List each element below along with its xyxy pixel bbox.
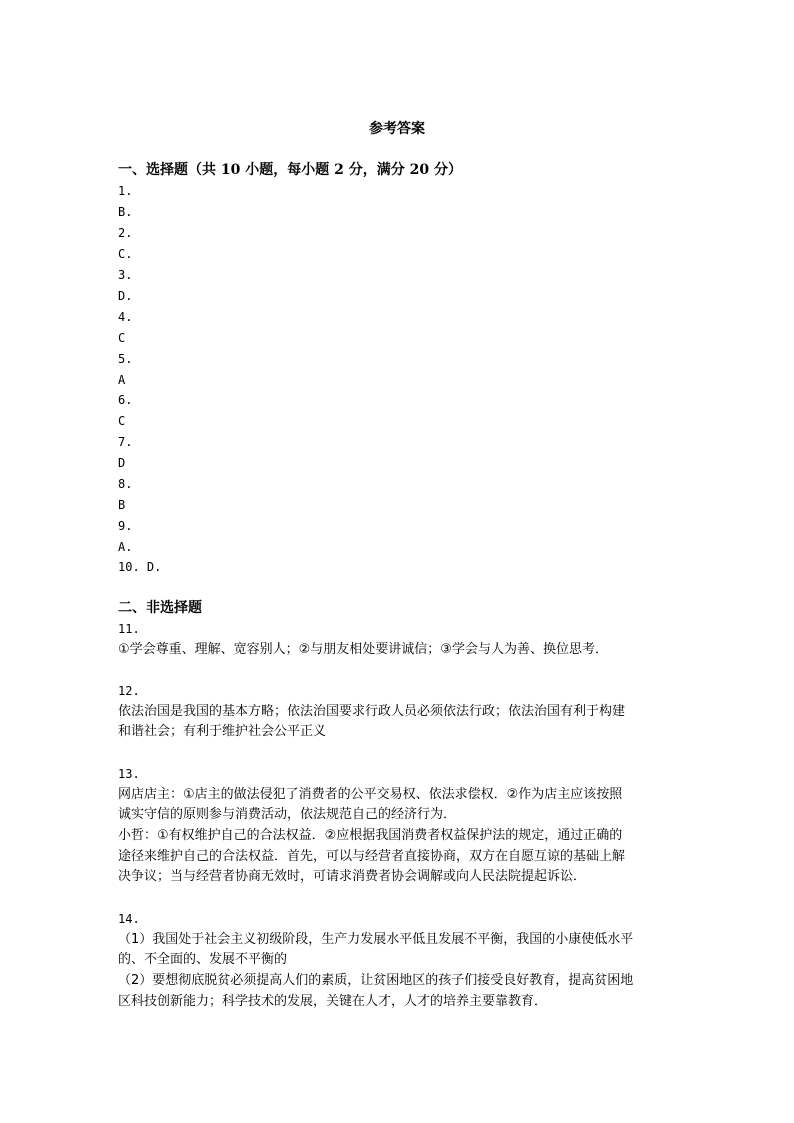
q9-answer: A. [118, 540, 133, 554]
q14-answer-line: 区科技创新能力；科学技术的发展，关键在人才，人才的培养主要靠教育． [118, 994, 548, 1009]
q2-number: 2. [118, 226, 133, 240]
page-title: 参考答案 [369, 121, 425, 137]
q3-number: 3. [118, 268, 133, 282]
q14-number: 14. [118, 912, 140, 926]
q12-number: 12. [118, 684, 140, 698]
q6-number: 6. [118, 393, 133, 407]
q11-number: 11. [118, 622, 140, 636]
q13-number: 13. [118, 767, 140, 781]
q6-answer: C [118, 414, 126, 428]
q5-answer: A [118, 373, 126, 387]
q14-answer-line: （1）我国处于社会主义初级阶段，生产力发展水平低且发展不平衡，我国的小康使低水平 [118, 932, 634, 947]
q7-answer: D [118, 456, 126, 470]
q8-answer: B [118, 498, 126, 512]
q9-number: 9. [118, 519, 133, 533]
q13-answer-line: 决争议；当与经营者协商无效时，可请求消费者协会调解或向人民法院提起诉讼． [118, 869, 587, 884]
q1-number: 1. [118, 184, 133, 198]
q13-answer-line: 网店店主：①店主的做法侵犯了消费者的公平交易权、依法求偿权．②作为店主应该按照 [118, 787, 623, 802]
q1-answer: B. [118, 205, 133, 219]
q3-answer: D. [118, 289, 133, 303]
q13-answer-line: 小哲：①有权维护自己的合法权益．②应根据我国消费者权益保护法的规定，通过正确的 [118, 828, 623, 843]
q5-number: 5. [118, 352, 133, 366]
q12-answer-line: 依法治国是我国的基本方略；依法治国要求行政人员必须依法行政；依法治国有利于构建 [118, 704, 626, 719]
q13-answer-line: 途径来维护自己的合法权益．首先，可以与经营者直接协商，双方在自愿互谅的基础上解 [118, 849, 626, 864]
section1-heading: 一、选择题（共 10 小题，每小题 2 分，满分 20 分） [118, 162, 462, 178]
q11-answer-line: ①学会尊重、理解、宽容别人；②与朋友相处要讲诚信；③学会与人为善、换位思考． [118, 642, 608, 657]
q14-answer-line: 的、不全面的、发展不平衡的 [118, 952, 288, 967]
q10-line: 10. D. [118, 560, 162, 574]
section2-heading: 二、非选择题 [118, 600, 202, 616]
q13-answer-line: 诚实守信的原则参与消费活动，依法规范自己的经济行为． [118, 807, 457, 822]
q8-number: 8. [118, 477, 133, 491]
q12-answer-line: 和谐社会；有利于维护社会公平正义 [118, 724, 327, 739]
q7-number: 7. [118, 435, 133, 449]
q4-answer: C [118, 331, 126, 345]
q2-answer: C. [118, 247, 133, 261]
q14-answer-line: （2）要想彻底脱贫必须提高人们的素质，让贫困地区的孩子们接受良好教育，提高贫困地 [118, 973, 634, 988]
q4-number: 4. [118, 310, 133, 324]
